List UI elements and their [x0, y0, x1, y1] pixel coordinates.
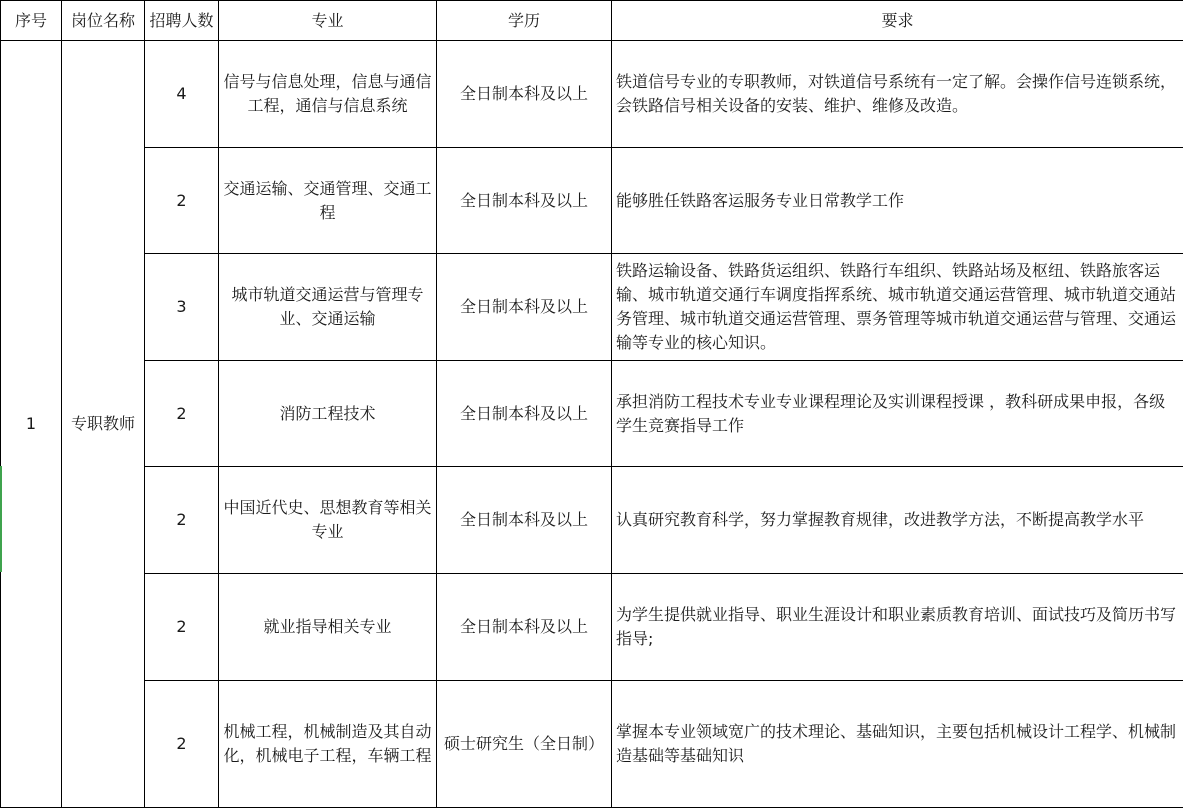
count-cell: 2	[145, 467, 219, 574]
header-major: 专业	[219, 1, 437, 41]
count-cell: 2	[145, 574, 219, 681]
count-cell: 3	[145, 254, 219, 361]
header-row	[1, 1, 1183, 41]
table-row	[1, 467, 1183, 574]
table-row	[1, 41, 1183, 148]
requirement-cell: 认真研究教育科学，努力掌握教育规律，改进教学方法，不断提高教学水平	[612, 467, 1183, 574]
requirement-cell: 承担消防工程技术专业专业课程理论及实训课程授课 ，教科研成果申报，各级学生竞赛指导工作	[612, 361, 1183, 467]
requirement-cell: 铁道信号专业的专职教师，对铁道信号系统有一定了解。会操作信号连锁系统，会铁路信号相关设备的安装、维护、维修及改造。	[612, 41, 1183, 148]
count-cell: 2	[145, 681, 219, 808]
education-cell: 全日制本科及以上	[437, 148, 612, 254]
count-cell: 2	[145, 148, 219, 254]
seq-cell: 1	[1, 41, 62, 808]
major-cell: 信号与信息处理，信息与通信工程，通信与信息系统	[219, 41, 437, 148]
education-cell: 全日制本科及以上	[437, 467, 612, 574]
requirement-cell: 能够胜任铁路客运服务专业日常教学工作	[612, 148, 1183, 254]
education-cell: 全日制本科及以上	[437, 574, 612, 681]
header-position: 岗位名称	[62, 1, 145, 41]
table-row	[1, 574, 1183, 681]
major-cell: 中国近代史、思想教育等相关专业	[219, 467, 437, 574]
major-cell: 机械工程，机械制造及其自动化，机械电子工程，车辆工程	[219, 681, 437, 808]
major-cell: 城市轨道交通运营与管理专业、交通运输	[219, 254, 437, 361]
table-row	[1, 681, 1183, 808]
header-seq: 序号	[1, 1, 62, 41]
education-cell: 全日制本科及以上	[437, 361, 612, 467]
major-cell: 交通运输、交通管理、交通工程	[219, 148, 437, 254]
header-count: 招聘人数	[145, 1, 219, 41]
major-cell: 就业指导相关专业	[219, 574, 437, 681]
requirement-cell: 掌握本专业领域宽广的技术理论、基础知识，主要包括机械设计工程学、机械制造基础等基础知识	[612, 681, 1183, 808]
major-cell: 消防工程技术	[219, 361, 437, 467]
selection-edge-marker	[0, 466, 2, 572]
header-requirement: 要求	[612, 1, 1183, 41]
education-cell: 全日制本科及以上	[437, 41, 612, 148]
requirement-cell: 铁路运输设备、铁路货运组织、铁路行车组织、铁路站场及枢纽、铁路旅客运输、城市轨道交通行车调度指挥系统、城市轨道交通运营管理、城市轨道交通站务管理、城市轨道交通运营管理、票务管理等城市轨道交通运营与管理、交通运输等专业的核心知识。	[612, 254, 1183, 361]
table-row	[1, 148, 1183, 254]
education-cell: 全日制本科及以上	[437, 254, 612, 361]
count-cell: 2	[145, 361, 219, 467]
header-education: 学历	[437, 1, 612, 41]
education-cell: 硕士研究生（全日制）	[437, 681, 612, 808]
requirement-cell: 为学生提供就业指导、职业生涯设计和职业素质教育培训、面试技巧及简历书写指导;	[612, 574, 1183, 681]
table-row	[1, 361, 1183, 467]
count-cell: 4	[145, 41, 219, 148]
table-row	[1, 254, 1183, 361]
position-cell: 专职教师	[62, 41, 145, 808]
